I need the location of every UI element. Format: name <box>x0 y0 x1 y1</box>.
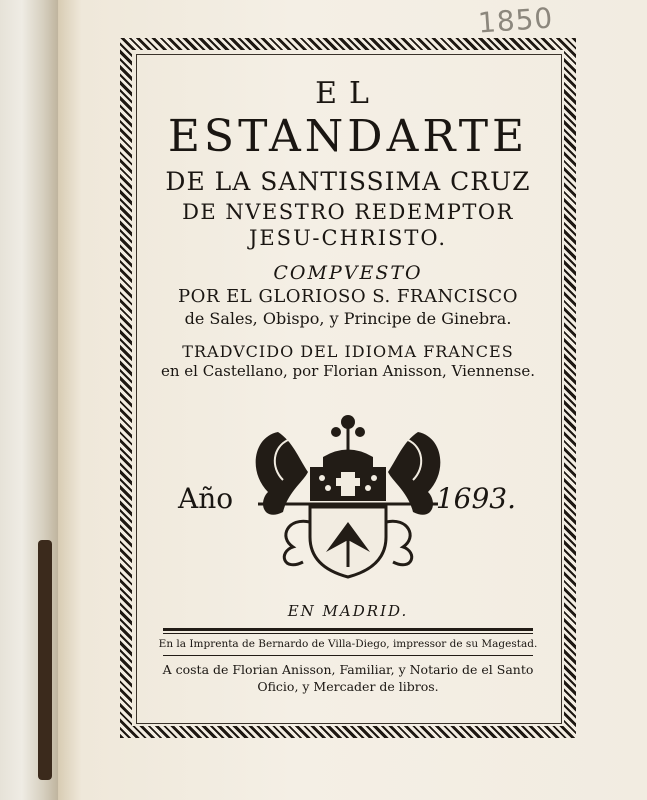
date-and-crest <box>140 412 556 582</box>
author-title-line: de Sales, Obispo, y Principe de Ginebra. <box>184 309 512 329</box>
book-spine-edge <box>0 0 62 800</box>
separator-rule <box>163 655 533 656</box>
translator-line: en el Castellano, por Florian Anisson, Viennense. <box>160 362 536 381</box>
title-line-estandarte: ESTANDARTE <box>167 111 529 162</box>
thin-rule <box>163 633 533 634</box>
title-line-jesu-christo: JESU-CHRISTO. <box>248 226 448 251</box>
publication-year: 1693. <box>435 482 516 515</box>
place-of-publication: EN MADRID. <box>287 602 409 620</box>
publisher-line-1: A costa de Florian Anisson, Familiar, y Notario de el Santo <box>162 662 534 677</box>
printer-line: En la Imprenta de Bernardo de Villa-Diego, impressor de su Magestad. <box>158 638 538 650</box>
coat-of-arms-emblem <box>248 412 448 582</box>
title-block <box>140 62 556 380</box>
title-line-redemptor: DE NVESTRO REDEMPTOR <box>182 200 514 225</box>
year-label: Año <box>178 482 234 515</box>
author-line: POR EL GLORIOSO S. FRANCISCO <box>178 286 518 308</box>
imprint-block <box>140 602 556 696</box>
publisher-line-2: Oficio, y Mercader de libros. <box>257 678 439 694</box>
handwritten-shelfmark: 1850 <box>476 1 555 40</box>
compuesto-heading: COMPVESTO <box>273 262 423 285</box>
torn-binding <box>38 540 52 780</box>
title-line-el: EL <box>315 76 381 111</box>
thick-rule <box>163 628 533 631</box>
title-line-santissima-cruz: DE LA SANTISSIMA CRUZ <box>165 167 531 197</box>
translation-heading: TRADVCIDO DEL IDIOMA FRANCES <box>182 342 514 362</box>
